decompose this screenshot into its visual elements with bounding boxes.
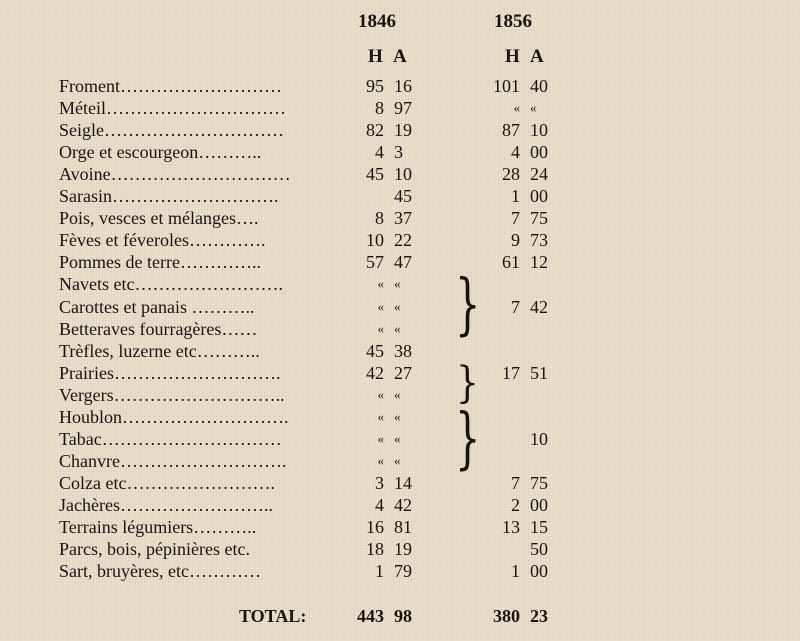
hectares-1856: 2 [511,494,520,515]
hectares-1846: 42 [366,362,384,383]
table-row [0,296,800,318]
table-row [0,318,800,340]
crop-label: Prairies………………………. [59,362,281,383]
brace-houblon-tabac-chanvre: } [455,401,481,477]
ares-1846: 47 [394,252,412,273]
total-label: TOTAL: [239,606,307,626]
hectares-1856: « [513,100,520,116]
table-row [0,251,800,273]
ares-1846: 10 [394,164,412,185]
table-row [0,406,800,428]
table-row [0,207,800,229]
hectares-1846: 95 [366,76,384,96]
ares-1856: 24 [530,164,548,185]
ares-1856: 40 [530,76,548,96]
ares-1856: 00 [530,494,548,515]
crop-label: Chanvre………………………. [59,450,287,471]
hectares-1856: 13 [502,517,520,537]
year-1846-heading: 1846 [358,11,396,32]
ares-1846: 16 [394,76,412,96]
crop-label: Pois, vesces et mélanges…. [59,208,259,229]
ares-1856: 51 [530,362,548,383]
crop-label: Trèfles, luzerne etc……….. [59,340,260,361]
crop-label: Vergers……………………….. [59,384,285,405]
ares-1846: 19 [394,539,412,560]
total-row [0,605,800,627]
ares-1846: 45 [394,186,412,207]
hectares-1846: « [377,320,384,336]
hectares-1856: 61 [502,252,520,273]
hectares-1856: 7 [511,208,520,229]
table-row [0,472,800,494]
crop-label: Avoine………………………… [59,164,291,185]
brace-prairies-vergers: } [456,358,479,408]
ares-1856: 50 [530,539,548,560]
table-row [0,560,800,582]
table-row [0,384,800,406]
crop-label: Seigle………………………… [59,120,284,141]
ares-1856: 73 [530,230,548,251]
table-row [0,97,800,119]
crop-label: Tabac………………………… [59,428,282,449]
hectares-1856: 1 [511,561,520,582]
brace-root-crops: } [455,267,481,343]
hectares-1856: 7 [511,472,520,493]
ares-1846: « [394,298,401,314]
ares-1856: 00 [530,561,548,582]
hectares-1856: 87 [502,120,520,141]
table-row [0,340,800,362]
crop-label: Carottes et panais ……….. [59,296,255,317]
ares-1856: 75 [530,472,548,493]
ares-1846: 14 [394,472,412,493]
ares-1856: 00 [530,142,548,163]
hectares-1846: 16 [366,517,384,537]
ares-1846: 79 [394,561,412,582]
table-row [0,362,800,384]
hectares-1856: 4 [511,142,520,163]
hectares-1846: 10 [366,230,384,251]
table-row [0,163,800,185]
crop-label: Houblon………………………. [59,406,289,427]
total-hectares-1856: 380 [493,606,520,626]
crop-label: Jachères…………………….. [59,494,273,515]
crop-label: Sarasin………………………. [59,186,279,207]
ares-1856: « [530,100,537,116]
ares-1846: 27 [394,362,412,383]
ares-1856: 75 [530,208,548,229]
ares-1846: 38 [394,340,412,361]
crop-label: Pommes de terre………….. [59,252,261,273]
ares-1856: 42 [530,296,548,317]
ares-1846: 3 [394,142,403,163]
crop-label: Betteraves fourragères…… [59,318,258,339]
ares-1846: « [394,276,401,292]
ares-1846: 22 [394,230,412,251]
ares-1856: 15 [530,517,548,537]
hectares-heading-1846: H [368,46,383,67]
year-1856-heading: 1856 [494,11,532,32]
ares-1846: « [394,408,401,424]
ares-1846: « [394,430,401,446]
table-row [0,516,800,538]
hectares-1846: « [377,452,384,468]
hectares-1846: « [377,298,384,314]
ares-1846: « [394,452,401,468]
hectares-1846: « [377,430,384,446]
table-row [0,141,800,163]
hectares-1846: 45 [366,164,384,185]
crop-label: Navets etc……………………. [59,274,283,295]
ares-1846: 97 [394,98,412,119]
hectares-1846: 8 [375,98,384,119]
total-ares-1846: 98 [394,606,412,626]
hectares-1856: 28 [502,164,520,185]
hectares-1846: 4 [375,142,384,163]
hectares-1846: 8 [375,208,384,229]
table-row [0,185,800,207]
ares-1846: 42 [394,494,412,515]
ares-1856: 10 [530,428,548,449]
crop-label: Colza etc……………………. [59,472,275,493]
hectares-1856: 17 [502,362,520,383]
hectares-1856: 9 [511,230,520,251]
ares-1846: 81 [394,517,412,537]
ares-1846: « [394,386,401,402]
table-row [0,119,800,141]
crop-label: Froment……………………… [59,76,282,96]
ares-heading-1856: A [530,46,544,67]
table-row [0,450,800,472]
total-hectares-1846: 443 [357,606,384,626]
crop-label: Sart, bruyères, etc………… [59,561,261,582]
table-row [0,229,800,251]
table-row [0,75,800,97]
ares-1846: « [394,320,401,336]
table-row [0,428,800,450]
crop-label: Orge et escourgeon……….. [59,142,262,163]
hectares-1856: 101 [493,76,520,96]
total-ares-1856: 23 [530,606,548,626]
hectares-1846: 1 [375,561,384,582]
hectares-1846: 82 [366,120,384,141]
crop-label: Parcs, bois, pépinières etc. [59,539,250,560]
hectares-heading-1856: H [505,46,520,67]
table-row [0,494,800,516]
ares-heading-1846: A [393,46,407,67]
ares-1856: 10 [530,120,548,141]
ares-1846: 19 [394,120,412,141]
hectares-1846: 57 [366,252,384,273]
hectares-1846: « [377,408,384,424]
hectares-1846: 18 [366,539,384,560]
hectares-1846: 45 [366,340,384,361]
hectares-1846: 4 [375,494,384,515]
hectares-1856: 7 [511,296,520,317]
hectares-1856: 1 [511,186,520,207]
hectares-1846: 3 [375,472,384,493]
table-row [0,273,800,295]
hectares-1846: « [377,276,384,292]
hectares-1846: « [377,386,384,402]
ares-1856: 00 [530,186,548,207]
crop-label: Fèves et féveroles…………. [59,230,266,251]
crop-label: Terrains légumiers……….. [59,517,257,537]
table-row [0,538,800,560]
crop-label: Méteil………………………… [59,98,286,119]
ares-1856: 12 [530,252,548,273]
ares-1846: 37 [394,208,412,229]
